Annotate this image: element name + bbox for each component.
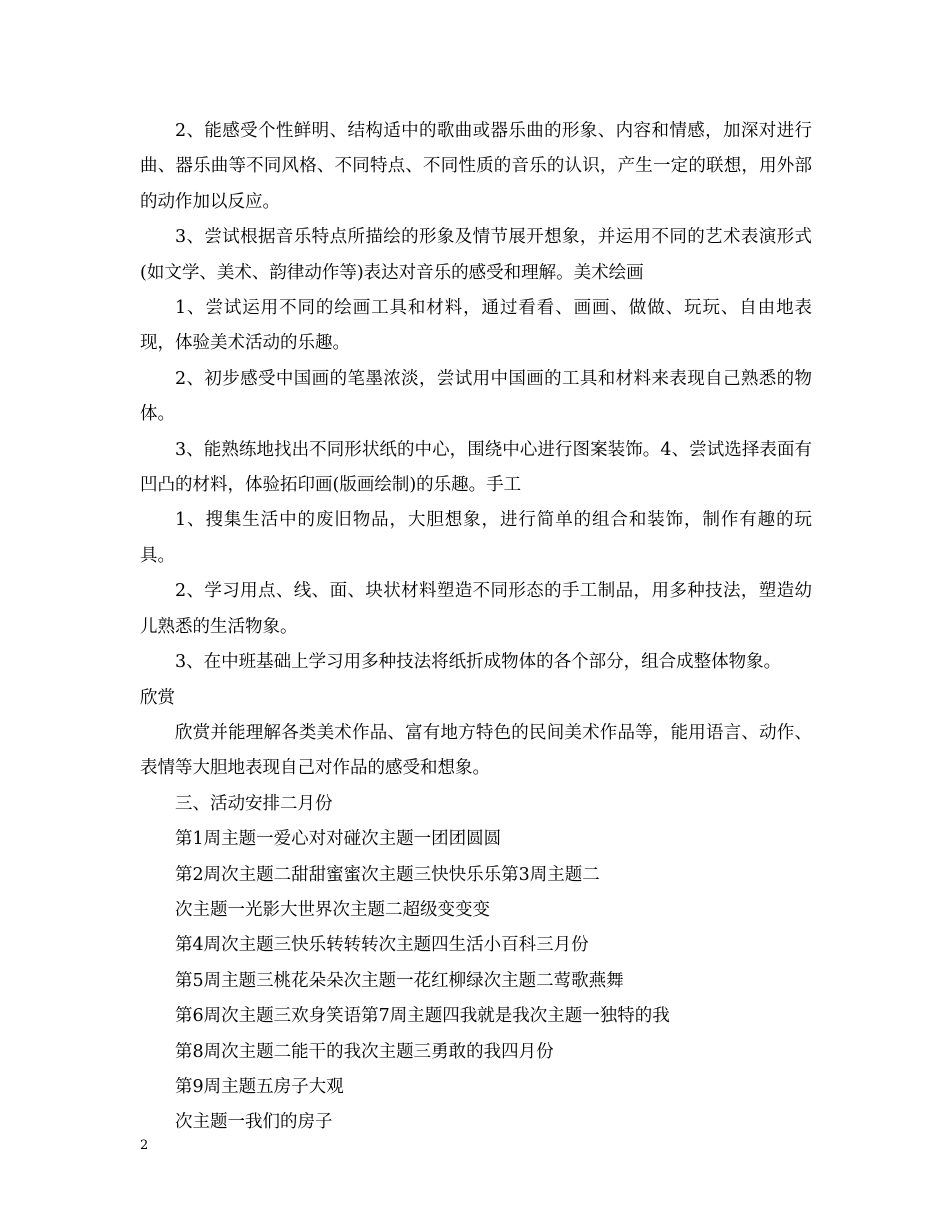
document-body: [140, 114, 812, 1141]
schedule-line: 第5周主题三桃花朵朵次主题一花红柳绿次主题二莺歌燕舞: [175, 970, 624, 991]
paragraph: 3、尝试根据音乐特点所描绘的形象及情节展开想象，并运用不同的艺术表演形式(如文学、美术、韵律动作等)表达对音乐的感受和理解。美术绘画: [140, 227, 812, 283]
schedule-line: 第8周次主题二能干的我次主题三勇敢的我四月份: [175, 1041, 554, 1062]
paragraph: 1、搜集生活中的废旧物品，大胆想象，进行简单的组合和装饰，制作有趣的玩具。: [140, 510, 812, 566]
paragraph: 2、初步感受中国画的笔墨浓淡，尝试用中国画的工具和材料来表现自己熟悉的物体。: [140, 368, 812, 425]
schedule-line: 第4周次主题三快乐转转转次主题四生活小百科三月份: [175, 935, 589, 956]
schedule-line: 第6周次主题三欢身笑语第7周主题四我就是我次主题一独特的我: [175, 1006, 670, 1027]
section-heading-appreciation: 欣赏: [140, 687, 175, 708]
schedule-line: 第1周主题一爱心对对碰次主题一团团圆圆: [175, 829, 502, 850]
paragraph: 2、能感受个性鲜明、结构适中的歌曲或器乐曲的形象、内容和情感，加深对进行曲、器乐曲等不同风格、不同特点、不同性质的音乐的认识，产生一定的联想，用外部的动作加以反应。: [140, 121, 812, 212]
paragraph: 3、能熟练地找出不同形状纸的中心，围绕中心进行图案装饰。4、尝试选择表面有凹凸的材料，体验拓印画(版画绘制)的乐趣。手工: [140, 439, 812, 496]
paragraph: 1、尝试运用不同的绘画工具和材料，通过看看、画画、做做、玩玩、自由地表现，体验美术活动的乐趣。: [140, 298, 812, 354]
paragraph: 2、学习用点、线、面、块状材料塑造不同形态的手工制品，用多种技法，塑造幼儿熟悉的生活物象。: [140, 581, 812, 637]
schedule-line: 第9周主题五房子大观: [175, 1076, 344, 1097]
paragraph: 3、在中班基础上学习用多种技法将纸折成物体的各个部分，组合成整体物象。: [175, 652, 782, 673]
schedule-line: 次主题一光影大世界次主题二超级变变变: [175, 899, 490, 920]
schedule-line: 第2周次主题二甜甜蜜蜜次主题三快快乐乐第3周主题二: [175, 864, 600, 885]
paragraph: 欣赏并能理解各类美术作品、富有地方特色的民间美术作品等，能用语言、动作、表情等大胆地表现自己对作品的感受和想象。: [140, 722, 812, 779]
section-heading-schedule: 三、活动安排二月份: [175, 793, 333, 814]
page-number: 2: [140, 1138, 149, 1153]
schedule-line: 次主题一我们的房子: [175, 1112, 333, 1133]
